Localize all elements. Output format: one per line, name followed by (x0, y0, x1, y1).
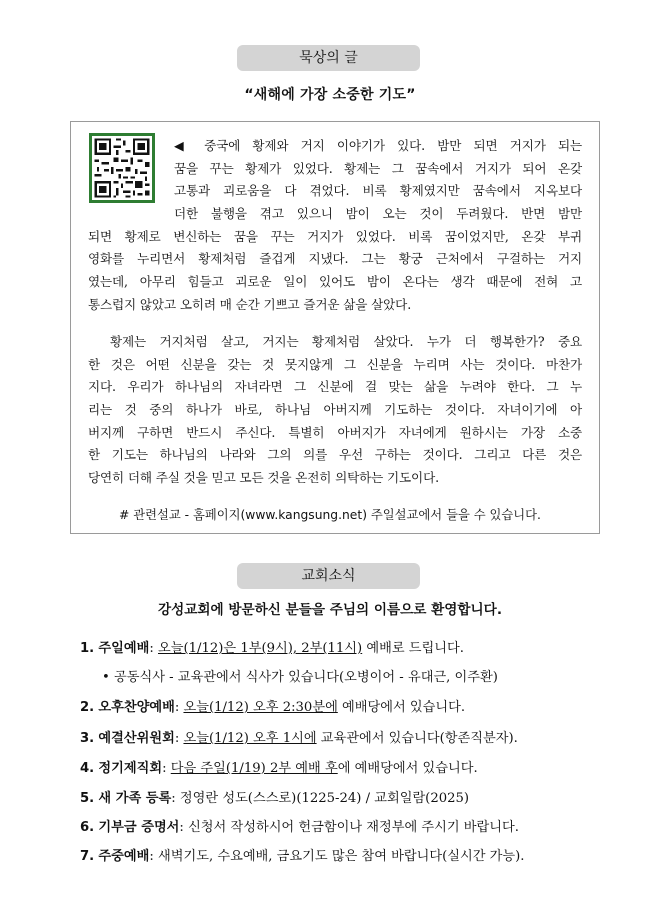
item-separator: : (149, 641, 158, 656)
paragraph-line: 버지께 구하면 반드시 주신다. 특별히 아버지가 자녀에게 원하시는 가장 소중 (88, 424, 582, 440)
item-text: 에 예배당에서 있습니다. (337, 761, 478, 776)
paragraph-line: 되면 황제로 변신하는 꿈을 꾸는 거지가 있었다. 비록 꿈이었지만, 온갖 부귀 (88, 228, 582, 244)
item-label: 기부금 증명서 (98, 820, 180, 835)
item-separator: : (149, 849, 158, 864)
news-item-budget-committee (80, 729, 620, 749)
item-text: 예배로 드립니다. (362, 641, 464, 656)
item-text: 정영란 성도(스스로)(1225-24) / 교회일람(2025) (179, 791, 470, 806)
item-label: 주일예배 (98, 641, 150, 656)
news-item-new-family (80, 789, 620, 809)
meditation-paragraph-2 (88, 331, 582, 490)
item-separator: : (171, 791, 180, 806)
paragraph-line: 꿈을 꾸는 황제가 있었다. 황제는 그 꿈속에서 거지가 되어 온갖 (174, 160, 582, 176)
news-item-weekday-worship (80, 847, 620, 867)
meditation-subtitle: “새해에 가장 소중한 기도” (244, 87, 416, 103)
item-text: 신청서 작성하시어 헌금함이나 재정부에 주시기 바랍니다. (188, 820, 519, 835)
news-sub-item-shared-meal: • 공동식사 - 교육관에서 식사가 있습니다(오병이어 - 유대근, 이주환) (102, 670, 498, 685)
item-number: 6. (80, 820, 95, 835)
item-highlight: 다음 주일(1/19) 2부 예배 후 (170, 761, 338, 776)
item-text: 새벽기도, 수요예배, 금요기도 많은 참여 바랍니다(실시간 가능). (158, 849, 525, 864)
church-news-header: 교회소식 (237, 563, 420, 589)
item-separator: : (174, 700, 184, 715)
news-item-officers-meeting (80, 759, 620, 779)
paragraph-line: 한 기도는 하나님의 나라와 그의 의를 우선 구하는 것이다. 그리고 다른 것은 (88, 447, 582, 463)
item-number: 1. (80, 641, 95, 656)
item-separator: : (179, 820, 189, 835)
paragraph-line: 리는 것 중의 하나가 바로, 하나님 아버지께 기도하는 것이다. 자녀이기에 아 (88, 402, 582, 418)
item-text: 교육관에서 있습니다(항존직분자). (316, 731, 518, 746)
item-label: 오후찬양예배 (98, 700, 175, 715)
item-highlight: 오늘(1/12) 오후 2:30분에 (183, 700, 338, 715)
item-label: 주중예배 (98, 849, 150, 864)
news-item-sunday-worship (80, 639, 620, 659)
item-label: 정기제직회 (98, 761, 163, 776)
item-highlight: 오늘(1/12) 오후 1시에 (183, 731, 317, 746)
paragraph-line: 통스럽지 않았고 오히려 매 순간 기쁘고 즐거운 삶을 살았다. (88, 296, 412, 312)
news-item-afternoon-worship (80, 698, 620, 718)
item-separator: : (174, 731, 184, 746)
item-separator: : (162, 761, 171, 776)
paragraph-line: 고통과 괴로움을 다 겪었다. 비록 황제였지만 꿈속에서 지옥보다 (174, 183, 582, 199)
paragraph-line: 당연히 더해 주실 것을 믿고 모든 것을 온전히 의탁하는 기도이다. (88, 470, 439, 486)
paragraph-line: 더한 불행을 겪고 있으니 밤이 오는 것이 두려웠다. 반면 밤만 (174, 206, 582, 222)
meditation-header: 묵상의 글 (237, 45, 420, 71)
related-sermon-note: # 관련설교 - 홈페이지(www.kangsung.net) 주일설교에서 들을 수 있습니다. (119, 508, 541, 522)
paragraph-line: ◀ 중국에 황제와 거지 이야기가 있다. 밤만 되면 거지가 되는 (174, 138, 582, 153)
welcome-message: 강성교회에 방문하신 분들을 주님의 이름으로 환영합니다. (158, 602, 502, 618)
item-label: 예결산위원회 (98, 731, 175, 746)
item-number: 7. (80, 849, 95, 864)
item-number: 5. (80, 791, 95, 806)
item-text: 예배당에서 있습니다. (337, 700, 466, 715)
paragraph-line: 지다. 우리가 하나님의 자녀라면 그 신분에 걸 맞는 삶을 누려야 한다. 그 누 (88, 379, 582, 395)
paragraph-line: 였는데, 아무리 힘들고 괴로운 일이 있어도 밤이 온다는 생각 때문에 전혀 고 (88, 274, 582, 290)
paragraph-line: 영화를 누리면서 황제처럼 즐겁게 지냈다. 그는 황궁 근처에서 구걸하는 거지 (88, 251, 582, 267)
news-item-donation-receipt (80, 818, 620, 838)
item-label: 새 가족 등록 (98, 791, 172, 806)
item-highlight: 오늘(1/12)은 1부(9시), 2부(11시) (158, 641, 363, 656)
paragraph-line: 한 것은 어떤 신분을 갖는 것 못지않게 그 신분을 누리며 사는 것이다. 마찬가 (88, 356, 582, 372)
meditation-paragraph-1 (88, 135, 582, 317)
item-number: 4. (80, 761, 95, 776)
item-number: 2. (80, 700, 95, 715)
paragraph-line: 황제는 거지처럼 살고, 거지는 황제처럼 살았다. 누가 더 행복한가? 중요 (110, 334, 582, 349)
item-number: 3. (80, 731, 95, 746)
